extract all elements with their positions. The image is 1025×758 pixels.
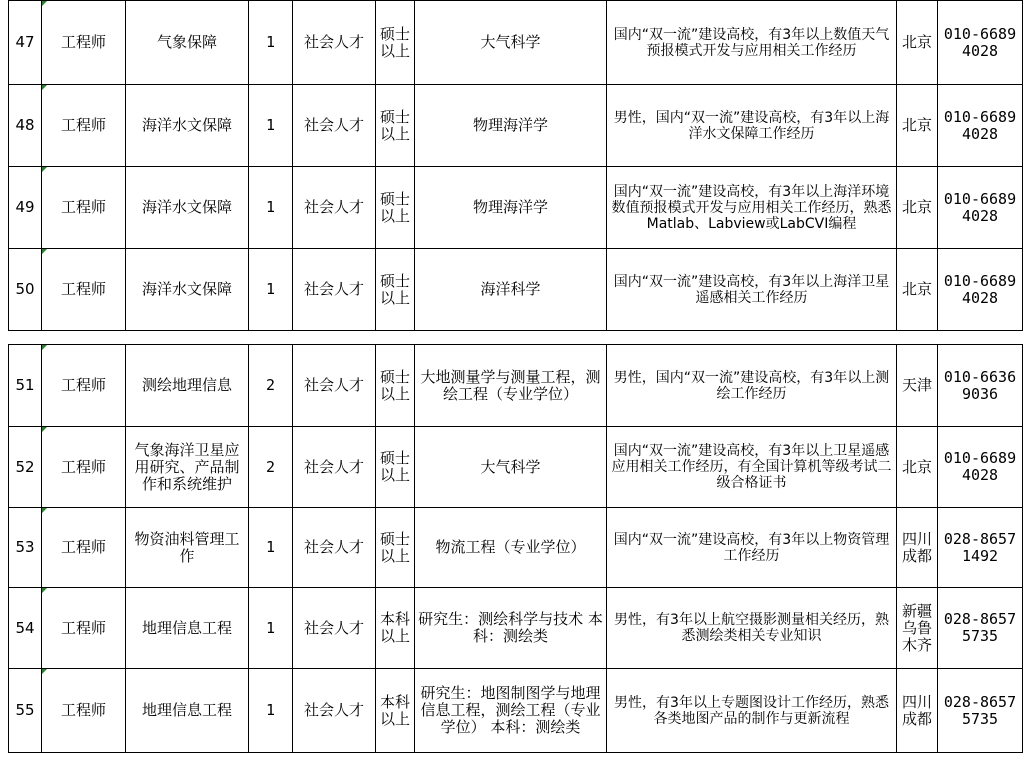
location-cell: 新疆乌鲁木齐 — [897, 588, 938, 669]
requirement-cell: 国内“双一流”建设高校，有3年以上物资管理工作经历 — [607, 508, 897, 588]
row-number: 55 — [9, 669, 42, 753]
location-cell: 北京 — [897, 85, 938, 167]
source-cell: 社会人才 — [293, 85, 376, 167]
position-cell: 工程师 — [42, 85, 126, 167]
row-number: 52 — [9, 427, 42, 508]
table-row — [9, 249, 1023, 331]
degree-cell: 硕士以上 — [376, 167, 415, 249]
major-cell: 大气科学 — [415, 427, 607, 508]
major-cell: 研究生：地图制图学与地理信息工程，测绘工程（专业学位） 本科：测绘类 — [415, 669, 607, 753]
recruitment-table-bottom — [8, 344, 1023, 753]
location-cell: 四川成都 — [897, 508, 938, 588]
requirement-cell: 国内“双一流”建设高校，有3年以上卫星遥感应用相关工作经历，有全国计算机等级考试二级合格证书 — [607, 427, 897, 508]
major-cell: 物理海洋学 — [415, 167, 607, 249]
department-cell: 地理信息工程 — [126, 669, 249, 753]
row-number: 48 — [9, 85, 42, 167]
requirement-cell: 国内“双一流”建设高校，有3年以上海洋环境数值预报模式开发与应用相关工作经历，熟悉Matlab、Labview或LabCVI编程 — [607, 167, 897, 249]
row-number: 54 — [9, 588, 42, 669]
source-cell: 社会人才 — [293, 508, 376, 588]
degree-cell: 硕士以上 — [376, 508, 415, 588]
count-cell: 1 — [249, 167, 293, 249]
degree-cell: 本科以上 — [376, 669, 415, 753]
phone-cell: 028-86575735 — [938, 588, 1023, 669]
source-cell: 社会人才 — [293, 588, 376, 669]
position-cell: 工程师 — [42, 167, 126, 249]
row-number: 53 — [9, 508, 42, 588]
location-cell: 四川成都 — [897, 669, 938, 753]
phone-cell: 010-66894028 — [938, 1, 1023, 85]
degree-cell: 硕士以上 — [376, 427, 415, 508]
degree-cell: 硕士以上 — [376, 345, 415, 427]
phone-cell: 010-66894028 — [938, 427, 1023, 508]
recruitment-table-top — [8, 0, 1023, 331]
count-cell: 1 — [249, 1, 293, 85]
table-row — [9, 345, 1023, 427]
table-row — [9, 427, 1023, 508]
count-cell: 1 — [249, 588, 293, 669]
requirement-cell: 男性，国内“双一流”建设高校，有3年以上海洋水文保障工作经历 — [607, 85, 897, 167]
count-cell: 2 — [249, 427, 293, 508]
table-row — [9, 588, 1023, 669]
department-cell: 海洋水文保障 — [126, 167, 249, 249]
major-cell: 大地测量学与测量工程，测绘工程（专业学位） — [415, 345, 607, 427]
table-row — [9, 669, 1023, 753]
degree-cell: 本科以上 — [376, 588, 415, 669]
position-cell: 工程师 — [42, 345, 126, 427]
requirement-cell: 男性，国内“双一流”建设高校，有3年以上测绘工作经历 — [607, 345, 897, 427]
position-cell: 工程师 — [42, 588, 126, 669]
major-cell: 海洋科学 — [415, 249, 607, 331]
position-cell: 工程师 — [42, 249, 126, 331]
requirement-cell: 国内“双一流”建设高校，有3年以上数值天气预报模式开发与应用相关工作经历 — [607, 1, 897, 85]
table-row — [9, 1, 1023, 85]
major-cell: 物理海洋学 — [415, 85, 607, 167]
department-cell: 气象保障 — [126, 1, 249, 85]
major-cell: 研究生：测绘科学与技术 本科：测绘类 — [415, 588, 607, 669]
count-cell: 1 — [249, 508, 293, 588]
count-cell: 1 — [249, 85, 293, 167]
row-number: 49 — [9, 167, 42, 249]
row-number: 47 — [9, 1, 42, 85]
degree-cell: 硕士以上 — [376, 1, 415, 85]
source-cell: 社会人才 — [293, 427, 376, 508]
source-cell: 社会人才 — [293, 669, 376, 753]
count-cell: 1 — [249, 249, 293, 331]
department-cell: 海洋水文保障 — [126, 249, 249, 331]
table-row — [9, 167, 1023, 249]
position-cell: 工程师 — [42, 669, 126, 753]
phone-cell: 010-66894028 — [938, 85, 1023, 167]
count-cell: 1 — [249, 669, 293, 753]
department-cell: 物资油料管理工作 — [126, 508, 249, 588]
department-cell: 海洋水文保障 — [126, 85, 249, 167]
phone-cell: 028-86571492 — [938, 508, 1023, 588]
location-cell: 北京 — [897, 427, 938, 508]
major-cell: 大气科学 — [415, 1, 607, 85]
requirement-cell: 男性，有3年以上航空摄影测量相关经历，熟悉测绘类相关专业知识 — [607, 588, 897, 669]
count-cell: 2 — [249, 345, 293, 427]
phone-cell: 010-66894028 — [938, 249, 1023, 331]
table-row — [9, 508, 1023, 588]
degree-cell: 硕士以上 — [376, 249, 415, 331]
location-cell: 北京 — [897, 249, 938, 331]
phone-cell: 010-66894028 — [938, 167, 1023, 249]
location-cell: 北京 — [897, 167, 938, 249]
department-cell: 气象海洋卫星应用研究、产品制作和系统维护 — [126, 427, 249, 508]
source-cell: 社会人才 — [293, 249, 376, 331]
degree-cell: 硕士以上 — [376, 85, 415, 167]
position-cell: 工程师 — [42, 508, 126, 588]
phone-cell: 028-86575735 — [938, 669, 1023, 753]
source-cell: 社会人才 — [293, 1, 376, 85]
position-cell: 工程师 — [42, 1, 126, 85]
department-cell: 地理信息工程 — [126, 588, 249, 669]
major-cell: 物流工程（专业学位） — [415, 508, 607, 588]
source-cell: 社会人才 — [293, 167, 376, 249]
location-cell: 北京 — [897, 1, 938, 85]
phone-cell: 010-66369036 — [938, 345, 1023, 427]
location-cell: 天津 — [897, 345, 938, 427]
source-cell: 社会人才 — [293, 345, 376, 427]
table-row — [9, 85, 1023, 167]
row-number: 51 — [9, 345, 42, 427]
row-number: 50 — [9, 249, 42, 331]
requirement-cell: 男性，有3年以上专题图设计工作经历，熟悉各类地图产品的制作与更新流程 — [607, 669, 897, 753]
requirement-cell: 国内“双一流”建设高校，有3年以上海洋卫星遥感相关工作经历 — [607, 249, 897, 331]
department-cell: 测绘地理信息 — [126, 345, 249, 427]
position-cell: 工程师 — [42, 427, 126, 508]
